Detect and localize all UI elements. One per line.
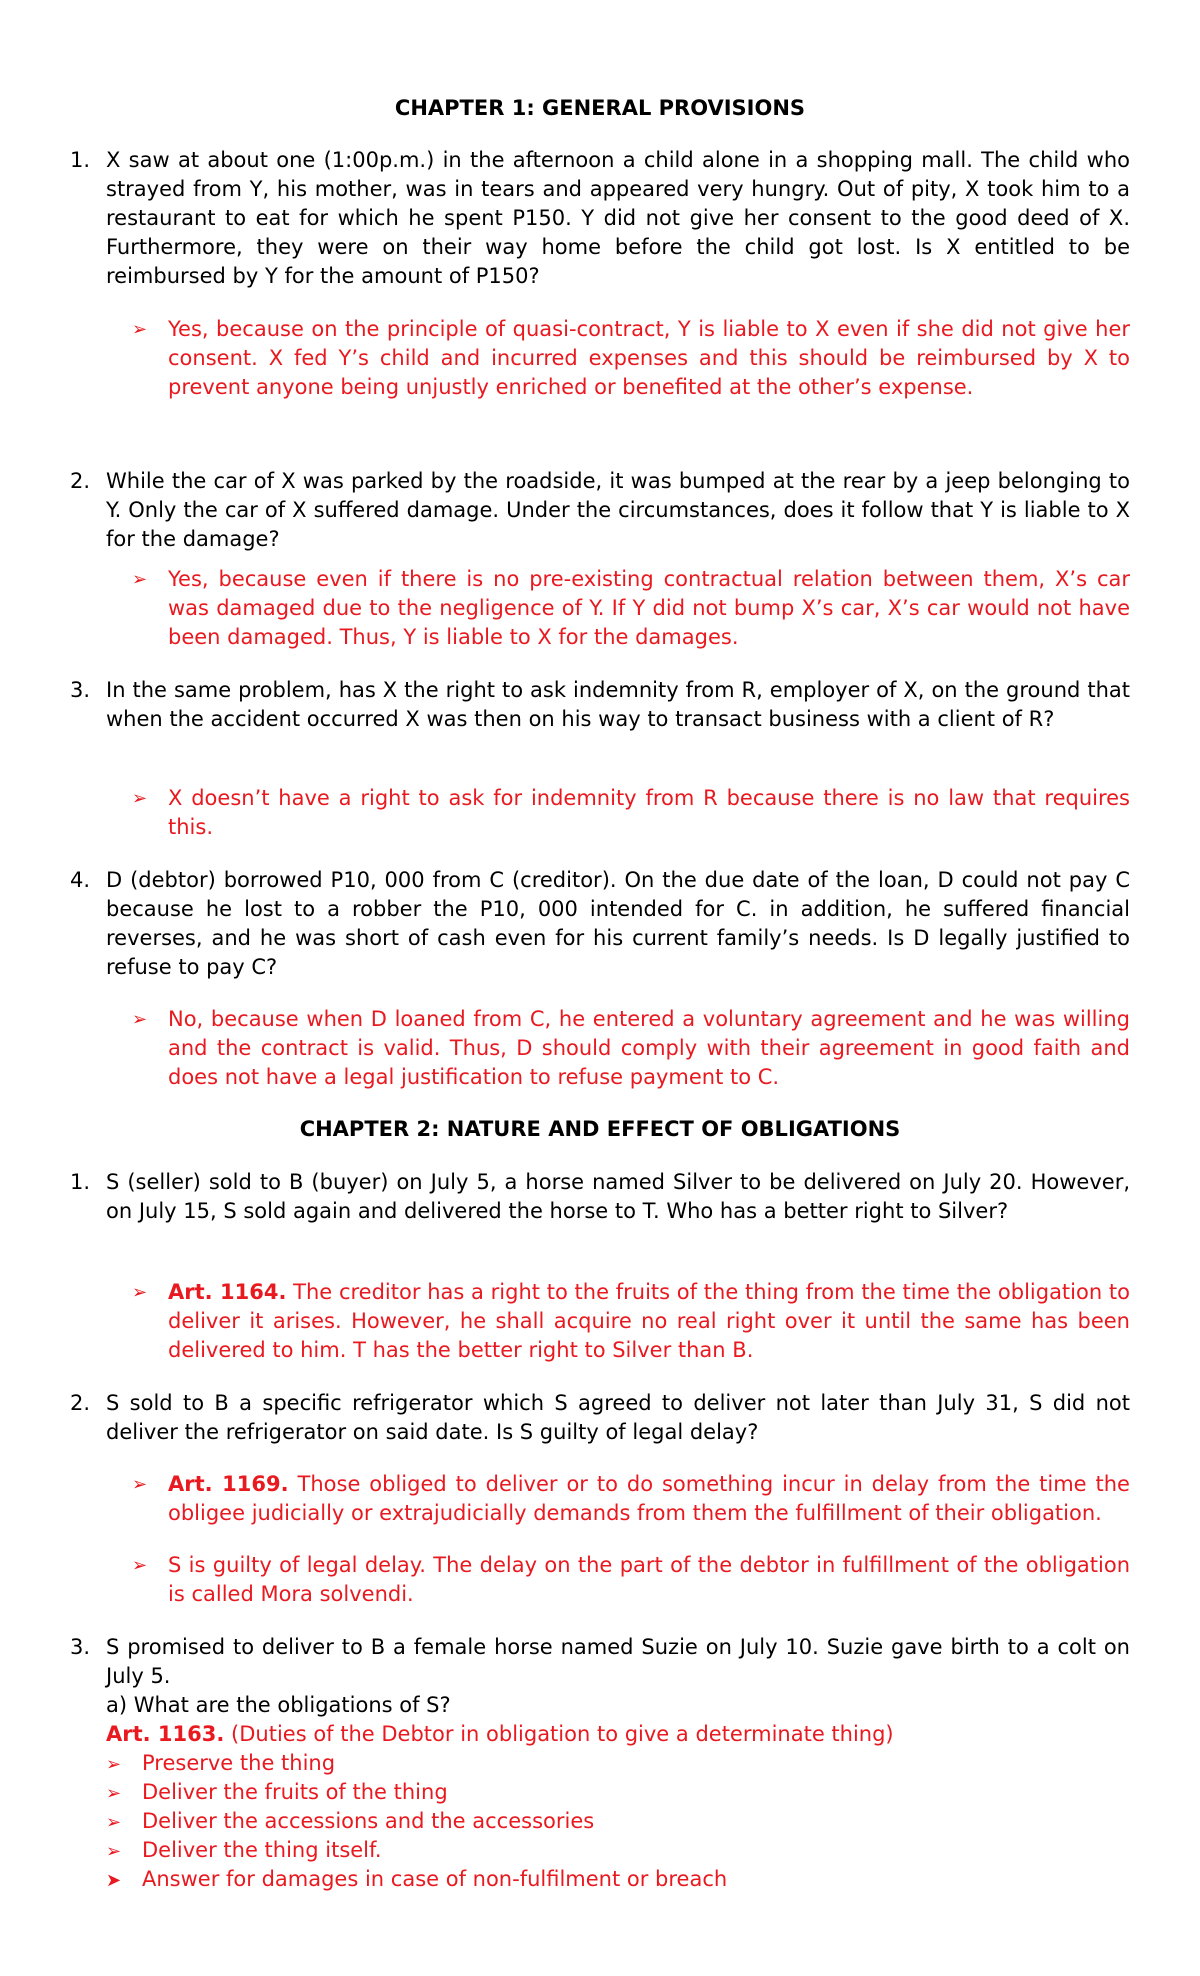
duty-item: ➢ Deliver the fruits of the thing bbox=[106, 1778, 1136, 1808]
arrow-bullet-icon: ➢ bbox=[106, 1841, 122, 1862]
answer-text: Yes, because even if there is no pre-existing contractual relation between them, X’s car was damaged due to the negligence of Y. If Y did not bump X’s car, X’s car would not have been damaged. Thus, Y is liable to X for the damages. bbox=[168, 567, 1130, 649]
question-text: D (debtor) borrowed P10, 000 from C (creditor). On the due date of the loan, D could not pay C because he lost to a robber the P10, 000 intended for C. in addition, he suffered financial reverses, and he was short of cash even for his current family’s needs. Is D legally justified to refuse to pay C? bbox=[106, 868, 1130, 979]
chapter-2-title: CHAPTER 2: NATURE AND EFFECT OF OBLIGATIONS bbox=[299, 1117, 901, 1141]
ch1-answer-1 bbox=[132, 315, 1130, 402]
question-number: 1. bbox=[70, 1170, 91, 1194]
duty-item: ➢ Deliver the accessions and the accessories bbox=[106, 1807, 1136, 1837]
question-text: S sold to B a specific refrigerator which S agreed to deliver not later than July 31, S did not deliver the refrigerator on said date. Is S guilty of legal delay? bbox=[106, 1391, 1130, 1444]
arrow-bullet-icon: ➢ bbox=[106, 1812, 122, 1833]
article-reference: Art. 1164. bbox=[168, 1280, 287, 1304]
question-text: X saw at about one (1:00p.m.) in the afternoon a child alone in a shopping mall. The child who strayed from Y, his mother, was in tears and appeared very hungry. Out of pity, X took him to a restaurant to eat for which he spent P150. Y did not give her consent to the good deed of X. Furthermore, they were on their way home before the child got lost. Is X entitled to be reimbursed by Y for the amount of P150? bbox=[106, 148, 1130, 288]
ch2-answer-2 bbox=[132, 1470, 1130, 1528]
chapter-1-title: CHAPTER 1: GENERAL PROVISIONS bbox=[394, 96, 806, 120]
question-text: S promised to deliver to B a female horse named Suzie on July 10. Suzie gave birth to a colt on July 5. bbox=[106, 1635, 1130, 1688]
ch1-answer-4 bbox=[132, 1005, 1130, 1092]
question-text: S (seller) sold to B (buyer) on July 5, a horse named Silver to be delivered on July 20. However, on July 15, S sold again and delivered the horse to T. Who has a better right to Silver? bbox=[106, 1170, 1130, 1223]
ch2-answer-2b bbox=[132, 1551, 1130, 1609]
question-number: 1. bbox=[70, 148, 91, 172]
answer-text: No, because when D loaned from C, he entered a voluntary agreement and he was willing and the contract is valid. Thus, D should comply with their agreement in good faith and does not have a legal justification to refuse payment to C. bbox=[168, 1007, 1130, 1089]
question-text: While the car of X was parked by the roadside, it was bumped at the rear by a jeep belonging to Y. Only the car of X suffered damage. Under the circumstances, does it follow that Y is liable to X for the damage? bbox=[106, 469, 1130, 551]
ch1-question-4 bbox=[70, 866, 1130, 982]
arrow-bullet-icon: ➢ bbox=[132, 569, 148, 590]
arrow-bullet-icon: ➤ bbox=[106, 1870, 122, 1891]
sub-question-a: a) What are the obligations of S? bbox=[106, 1693, 451, 1717]
ch2-question-2 bbox=[70, 1389, 1130, 1447]
article-1163-line bbox=[106, 1720, 1136, 1749]
arrow-bullet-icon: ➢ bbox=[132, 1009, 148, 1030]
duty-item: ➢ Preserve the thing bbox=[106, 1749, 1136, 1779]
arrow-bullet-icon: ➢ bbox=[132, 1474, 148, 1495]
question-number: 3. bbox=[70, 1635, 91, 1659]
ch1-answer-3 bbox=[132, 784, 1130, 842]
duty-item: ➤ Answer for damages in case of non-fulfilment or breach bbox=[106, 1865, 1136, 1895]
duty-item: ➢ Deliver the thing itself. bbox=[106, 1836, 1136, 1866]
article-description: (Duties of the Debtor in obligation to give a determinate thing) bbox=[224, 1722, 894, 1746]
answer-text: Yes, because on the principle of quasi-contract, Y is liable to X even if she did not give her consent. X fed Y’s child and incurred expenses and this should be reimbursed by X to prevent anyone being unjustly enriched or benefited at the other’s expense. bbox=[168, 317, 1130, 399]
ch2-answer-1 bbox=[132, 1278, 1130, 1365]
arrow-bullet-icon: ➢ bbox=[106, 1783, 122, 1804]
ch2-question-3 bbox=[70, 1633, 1130, 1691]
question-number: 2. bbox=[70, 1391, 91, 1415]
question-text: In the same problem, has X the right to ask indemnity from R, employer of X, on the ground that when the accident occurred X was then on his way to transact business with a client of R? bbox=[106, 678, 1130, 731]
ch1-answer-2 bbox=[132, 565, 1130, 652]
ch1-question-1 bbox=[70, 146, 1130, 291]
arrow-bullet-icon: ➢ bbox=[132, 788, 148, 809]
answer-text: X doesn’t have a right to ask for indemnity from R because there is no law that requires this. bbox=[168, 786, 1130, 839]
ch1-question-3 bbox=[70, 676, 1130, 734]
arrow-bullet-icon: ➢ bbox=[132, 319, 148, 340]
answer-text: S is guilty of legal delay. The delay on the part of the debtor in fulfillment of the obligation is called Mora solvendi. bbox=[168, 1553, 1130, 1606]
article-reference: Art. 1169. bbox=[168, 1472, 289, 1496]
ch2-question-1 bbox=[70, 1168, 1130, 1226]
answer-text: Those obliged to deliver or to do something incur in delay from the time the obligee judicially or extrajudicially demands from them the fulfillment of their obligation. bbox=[168, 1472, 1130, 1525]
arrow-bullet-icon: ➢ bbox=[132, 1282, 148, 1303]
answer-text: The creditor has a right to the fruits of the thing from the time the obligation to deliver it arises. However, he shall acquire no real right over it until the same has been delivered to him. T has the better right to Silver than B. bbox=[168, 1280, 1130, 1362]
question-number: 2. bbox=[70, 469, 91, 493]
question-number: 3. bbox=[70, 678, 91, 702]
ch1-question-2 bbox=[70, 467, 1130, 554]
arrow-bullet-icon: ➢ bbox=[106, 1754, 122, 1775]
article-reference: Art. 1163. bbox=[106, 1722, 225, 1746]
question-number: 4. bbox=[70, 868, 91, 892]
arrow-bullet-icon: ➢ bbox=[132, 1555, 148, 1576]
